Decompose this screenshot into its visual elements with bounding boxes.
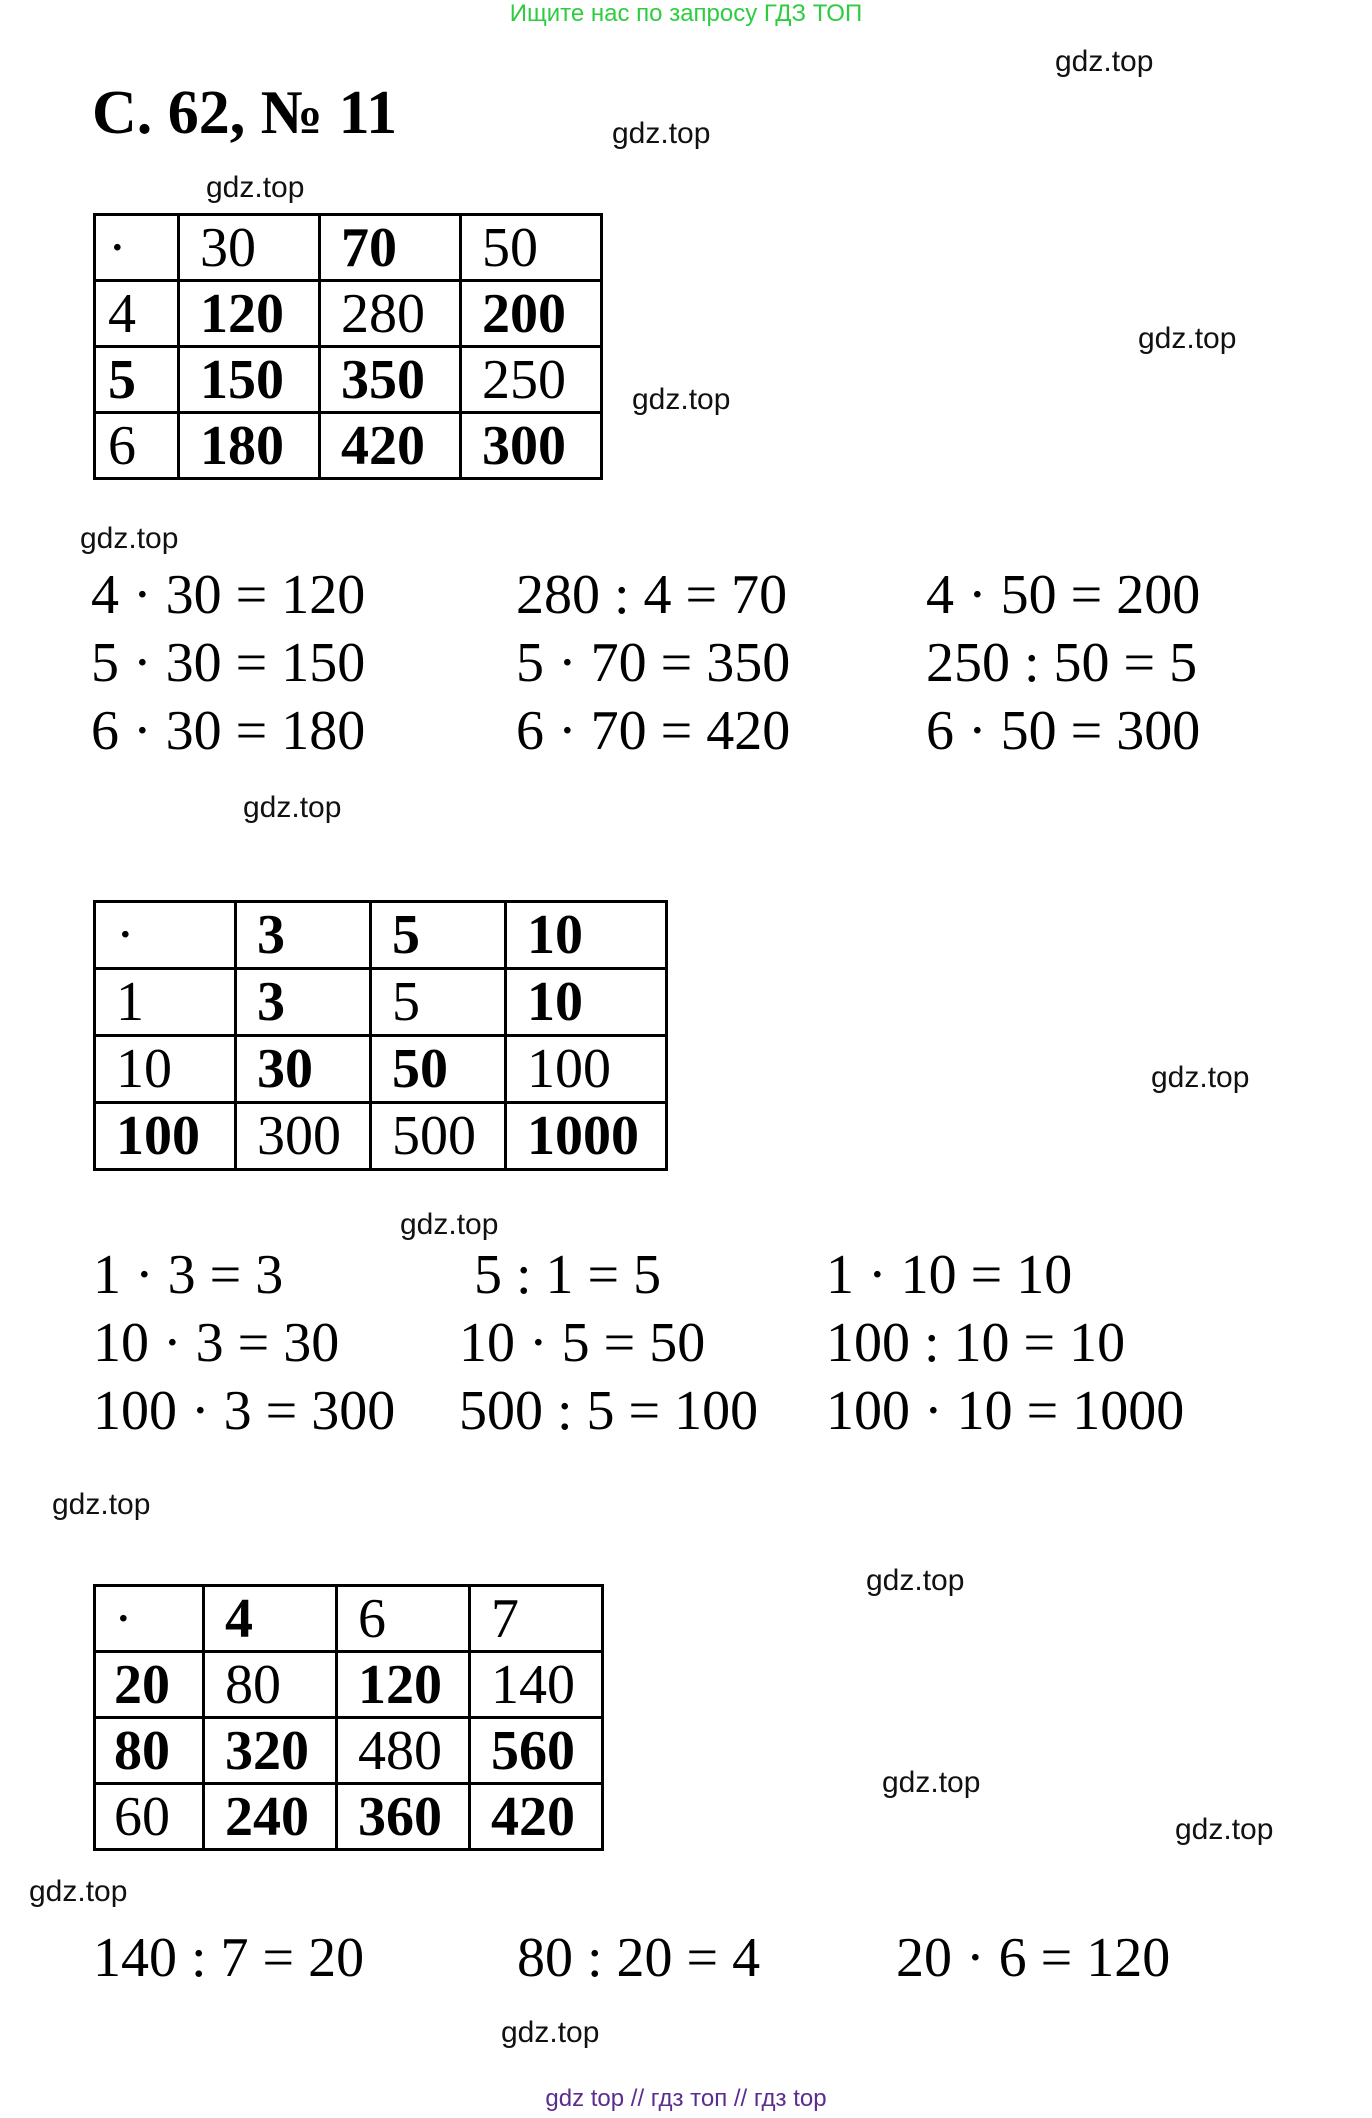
watermark: gdz.top — [29, 1875, 128, 1908]
watermark: gdz.top — [1055, 45, 1154, 78]
table-cell: 30 — [179, 215, 320, 281]
equation: 1 · 10 = 10 — [826, 1244, 1073, 1306]
watermark: gdz.top — [1175, 1813, 1274, 1846]
equation: 20 · 6 = 120 — [896, 1927, 1171, 1989]
equation: 140 : 7 = 20 — [93, 1927, 365, 1989]
multiplication-table-1 — [93, 213, 603, 480]
watermark: gdz.top — [206, 171, 305, 204]
equation: 10 · 3 = 30 — [93, 1312, 340, 1374]
watermark: gdz.top — [80, 522, 179, 555]
equation: 6 · 70 = 420 — [516, 700, 791, 762]
table-row — [95, 1718, 603, 1784]
table-cell: 480 — [337, 1718, 470, 1784]
table-cell: 140 — [470, 1652, 603, 1718]
watermark: gdz.top — [52, 1488, 151, 1521]
table-cell: 80 — [204, 1652, 337, 1718]
table-cell: 120 — [337, 1652, 470, 1718]
table-cell: 300 — [236, 1103, 371, 1170]
watermark: gdz.top — [1138, 322, 1237, 355]
equation: 1 · 3 = 3 — [93, 1244, 284, 1306]
table-cell: 240 — [204, 1784, 337, 1850]
footer-links: gdz top // гдз топ // гдз top — [545, 2085, 827, 2112]
table-cell: 420 — [320, 413, 461, 479]
table-cell: 500 — [371, 1103, 506, 1170]
equation: 500 : 5 = 100 — [459, 1380, 759, 1442]
table-cell: 1 — [95, 969, 236, 1036]
table-cell: · — [95, 215, 179, 281]
page-title: С. 62, № 11 — [92, 79, 398, 147]
table-cell: 200 — [461, 281, 602, 347]
table-row — [95, 215, 602, 281]
equation: 4 · 30 = 120 — [91, 564, 366, 626]
table-cell: 10 — [506, 902, 667, 969]
equation: 6 · 30 = 180 — [91, 700, 366, 762]
table-cell: · — [95, 1586, 204, 1652]
table-row — [95, 969, 667, 1036]
equation: 100 : 10 = 10 — [826, 1312, 1126, 1374]
table-cell: 3 — [236, 969, 371, 1036]
table-row — [95, 1784, 603, 1850]
table-cell: 60 — [95, 1784, 204, 1850]
table-cell: 150 — [179, 347, 320, 413]
table-cell: 180 — [179, 413, 320, 479]
table-cell: 5 — [371, 902, 506, 969]
equation: 6 · 50 = 300 — [926, 700, 1201, 762]
table-cell: 4 — [95, 281, 179, 347]
equation: 250 : 50 = 5 — [926, 632, 1198, 694]
table-cell: 320 — [204, 1718, 337, 1784]
watermark: gdz.top — [632, 383, 731, 416]
table-cell: 10 — [95, 1036, 236, 1103]
table-cell: 20 — [95, 1652, 204, 1718]
table-row — [95, 1036, 667, 1103]
table-cell: 1000 — [506, 1103, 667, 1170]
watermark: gdz.top — [400, 1208, 499, 1241]
table-cell: 80 — [95, 1718, 204, 1784]
watermark: gdz.top — [866, 1564, 965, 1597]
table-cell: 560 — [470, 1718, 603, 1784]
table-cell: 30 — [236, 1036, 371, 1103]
table-cell: 250 — [461, 347, 602, 413]
table-row — [95, 281, 602, 347]
table-row — [95, 1586, 603, 1652]
table-cell: 10 — [506, 969, 667, 1036]
table-row — [95, 902, 667, 969]
table-cell: 420 — [470, 1784, 603, 1850]
table-cell: 70 — [320, 215, 461, 281]
watermark: gdz.top — [882, 1766, 981, 1799]
equation: 4 · 50 = 200 — [926, 564, 1201, 626]
table-cell: 6 — [95, 413, 179, 479]
table-cell: 50 — [461, 215, 602, 281]
watermark: gdz.top — [243, 791, 342, 824]
watermark: gdz.top — [1151, 1061, 1250, 1094]
equation: 5 · 30 = 150 — [91, 632, 366, 694]
multiplication-table-2 — [93, 900, 668, 1171]
equation: 5 · 70 = 350 — [516, 632, 791, 694]
table-cell: 360 — [337, 1784, 470, 1850]
equation: 10 · 5 = 50 — [459, 1312, 706, 1374]
table-row — [95, 347, 602, 413]
equation: 100 · 10 = 1000 — [826, 1380, 1185, 1442]
table-cell: 300 — [461, 413, 602, 479]
table-cell: 6 — [337, 1586, 470, 1652]
table-cell: · — [95, 902, 236, 969]
table-cell: 280 — [320, 281, 461, 347]
equation: 80 : 20 = 4 — [517, 1927, 761, 1989]
table-cell: 50 — [371, 1036, 506, 1103]
table-cell: 100 — [506, 1036, 667, 1103]
table-row — [95, 1652, 603, 1718]
equation: 280 : 4 = 70 — [516, 564, 788, 626]
table-cell: 7 — [470, 1586, 603, 1652]
table-cell: 5 — [95, 347, 179, 413]
equation: 5 : 1 = 5 — [474, 1244, 662, 1306]
multiplication-table-3 — [93, 1584, 604, 1851]
table-cell: 5 — [371, 969, 506, 1036]
table-cell: 120 — [179, 281, 320, 347]
table-row — [95, 1103, 667, 1170]
table-cell: 4 — [204, 1586, 337, 1652]
table-cell: 3 — [236, 902, 371, 969]
equation: 100 · 3 = 300 — [93, 1380, 396, 1442]
table-cell: 350 — [320, 347, 461, 413]
table-cell: 100 — [95, 1103, 236, 1170]
watermark: gdz.top — [501, 2016, 600, 2049]
watermark: gdz.top — [612, 117, 711, 150]
table-row — [95, 413, 602, 479]
top-banner: Ищите нас по запросу ГДЗ ТОП — [509, 0, 863, 27]
